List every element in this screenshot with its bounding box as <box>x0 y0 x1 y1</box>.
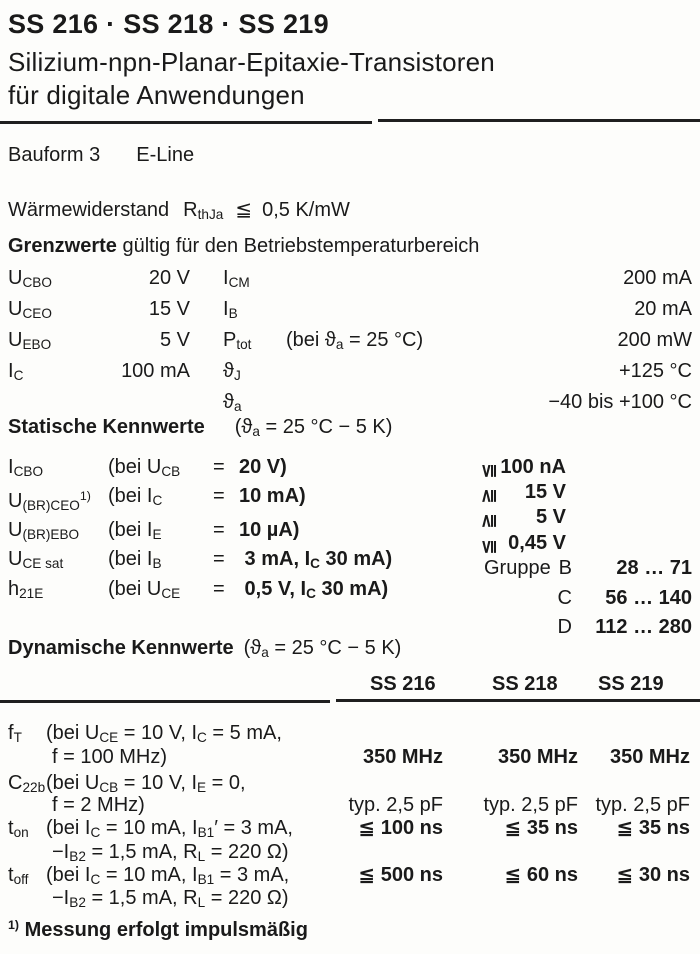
limits-heading-bold: Grenzwerte <box>8 235 117 257</box>
limit-symbol: $U_{CBO}$ <box>8 267 52 290</box>
static-value-line <box>478 531 566 556</box>
spacer <box>190 358 223 389</box>
limit-condition <box>286 358 464 389</box>
dynamic-heading-bold: Dynamische Kennwerte <box>8 637 234 659</box>
group-label <box>484 615 546 645</box>
dynamic-values-row <box>338 793 690 818</box>
value-ss218: typ. 2,5 pF <box>483 794 578 816</box>
thermal-value: 0,5 K/mW <box>262 199 350 221</box>
page-title: SS 216 · SS 218 · SS 219 <box>8 9 329 39</box>
group-letter: D <box>557 616 572 638</box>
rotated-greater-equal-icon: ≧ <box>478 513 500 530</box>
value-ss216: 350 MHz <box>362 746 443 768</box>
dynamic-symbol: $t_{off}$ <box>8 864 29 887</box>
thermal-label: Wärmewiderstand <box>8 199 170 221</box>
column-header-ss216: SS 216 <box>370 673 436 695</box>
dynamic-condition: (bei $I_C = 10$ mA, $I_{B1}' = 3$ mA, <box>46 817 293 840</box>
limit-value: 20 mA <box>634 297 692 320</box>
static-value-line <box>478 505 566 530</box>
dynamic-table <box>0 721 700 921</box>
limit-value: 100 mA <box>121 359 190 382</box>
limit-symbol: $I_C$ <box>8 359 24 383</box>
limit-value: 20 V <box>148 267 190 289</box>
dynamic-condition: (bei $U_{CB} = 10$ V, $I_E = 0$, <box>46 772 246 795</box>
dynamic-row-continuation <box>52 793 145 818</box>
static-condition: (bei $I_B$ <box>108 548 162 572</box>
column-header-ss219: SS 219 <box>598 673 664 695</box>
limits-table <box>8 265 692 420</box>
static-condition-value: 0,5 V, $I_C$ 30 mA) <box>239 577 389 601</box>
static-condition-value: 10 mA) <box>239 485 306 508</box>
page-subtitle <box>8 46 495 112</box>
equals-sign: = <box>213 456 225 478</box>
value-ss216: ≦ 500 ns <box>358 864 443 886</box>
spacer <box>190 327 223 358</box>
limit-symbol: $P_{tot}$ <box>223 328 252 352</box>
static-symbol: $U_{CE sat}$ <box>8 548 64 572</box>
static-heading-bold: Statische Kennwerte <box>8 416 205 438</box>
limit-value: 200 mA <box>623 267 692 289</box>
group-letter: B <box>558 557 572 579</box>
static-limit-values <box>478 455 566 556</box>
limit-value: 200 mW <box>617 328 692 351</box>
footnote: $^{1)}$ Messung erfolgt impulsmäßig <box>8 918 308 941</box>
static-condition: (bei $I_C$ <box>108 485 163 509</box>
thermal-symbol: $R_{thJa}$ <box>183 199 224 222</box>
limits-heading <box>8 234 479 259</box>
dynamic-row <box>8 816 293 842</box>
equals-sign: = <box>213 519 225 542</box>
group-row <box>484 615 692 645</box>
static-value-line <box>478 480 566 505</box>
value-ss216: typ. 2,5 pF <box>348 794 443 816</box>
value-ss219: ≦ 30 ns <box>616 864 690 886</box>
value-ss218: ≦ 60 ns <box>504 864 578 886</box>
static-heading <box>8 415 392 441</box>
subtitle-line-1: Silizium-npn-Planar-Epitaxie-Transistoren <box>8 47 495 77</box>
dynamic-values-row <box>338 863 690 888</box>
divider-mid-right <box>336 699 700 702</box>
rotated-less-equal-icon: ≦ <box>478 538 500 555</box>
divider-mid-left <box>0 700 330 703</box>
gain-groups <box>484 556 692 645</box>
bauform-value: E-Line <box>136 144 195 166</box>
equals-sign: = <box>213 548 225 571</box>
static-value: 15 V <box>524 481 566 504</box>
group-range: 28 … 71 <box>616 557 692 579</box>
dynamic-row <box>8 721 282 747</box>
static-condition: (bei $U_{CE}$ <box>108 577 181 601</box>
static-table <box>8 455 448 606</box>
dynamic-values-row <box>338 816 690 841</box>
static-value: 0,45 V <box>508 531 566 554</box>
rotated-less-equal-icon: ≦ <box>478 462 500 479</box>
group-range: 56 … 140 <box>605 586 692 609</box>
divider-top-left <box>0 121 372 124</box>
limits-heading-rest: gültig für den Betriebstemperaturbereich <box>116 235 480 257</box>
limit-symbol: $U_{CEO}$ <box>8 297 52 321</box>
limit-condition <box>286 265 464 296</box>
value-ss218: 350 MHz <box>497 746 578 768</box>
dynamic-row-continuation <box>52 886 289 912</box>
equals-sign: = <box>213 577 225 600</box>
dynamic-symbol: $C_{22b}$ <box>8 772 46 795</box>
column-header-ss218: SS 218 <box>492 673 558 695</box>
value-ss219: typ. 2,5 pF <box>595 794 690 816</box>
dynamic-symbol: $f_T$ <box>8 722 22 745</box>
group-label <box>484 586 546 616</box>
limit-symbol: $I_{CM}$ <box>223 267 250 290</box>
static-symbol: $I_{CBO}$ <box>8 456 44 479</box>
dynamic-symbol: $t_{on}$ <box>8 817 29 840</box>
limit-condition: (bei $ϑ_a = 25$ °C) <box>286 328 424 352</box>
static-condition-value: 20 V) <box>239 456 287 478</box>
subtitle-line-2: für digitale Anwendungen <box>8 80 305 110</box>
static-condition: (bei $I_E$ <box>108 519 162 543</box>
value-ss219: ≦ 35 ns <box>616 817 690 839</box>
static-symbol: $U_{(BR)EBO}$ <box>8 519 80 543</box>
dynamic-condition: f = 100 MHz) <box>52 746 168 768</box>
less-equal-sign: ≦ <box>235 199 253 221</box>
static-value-line <box>478 455 566 480</box>
dynamic-heading <box>8 636 401 662</box>
thermal-resistance-line <box>8 198 350 224</box>
static-value: 100 nA <box>500 456 566 478</box>
static-symbol: $h_{21E}$ <box>8 577 44 601</box>
group-label: Gruppe <box>484 557 551 579</box>
static-symbol: $U_{(BR)CEO}^{1)}$ <box>8 489 91 513</box>
limit-symbol: $U_{EBO}$ <box>8 328 52 352</box>
spacer <box>190 265 223 296</box>
dynamic-condition: (bei $I_C = 10$ mA, $I_{B1} = 3$ mA, <box>46 864 290 887</box>
dynamic-heading-condition: ($ϑ_a = 25$ °C − 5 K) <box>243 637 402 660</box>
divider-top-right <box>378 119 700 122</box>
rotated-greater-equal-icon: ≧ <box>478 488 500 505</box>
bauform-label: Bauform 3 <box>8 144 101 166</box>
group-range: 112 … 280 <box>595 616 692 638</box>
dynamic-row-continuation <box>52 745 167 770</box>
bauform-line <box>8 143 194 168</box>
dynamic-values-row <box>338 745 690 770</box>
group-letter: C <box>557 586 572 609</box>
value-ss216: ≦ 100 ns <box>358 817 443 839</box>
limit-symbol: $ϑ_J$ <box>223 359 241 383</box>
dynamic-condition: f = 2 MHz) <box>52 794 145 816</box>
limit-value: 15 V <box>148 297 190 320</box>
value-ss218: ≦ 35 ns <box>504 817 578 839</box>
dynamic-condition: (bei $U_{CE} = 10$ V, $I_C = 5$ mA, <box>46 722 282 745</box>
static-condition: (bei $U_{CB}$ <box>108 456 181 479</box>
static-condition-value: 3 mA, $I_C$ 30 mA) <box>239 548 393 572</box>
group-row <box>484 556 692 586</box>
limit-value: −40 bis +100 °C <box>548 390 692 413</box>
static-heading-condition: ($ϑ_a = 25$ °C − 5 K) <box>234 416 393 439</box>
group-row <box>484 586 692 616</box>
value-ss219: 350 MHz <box>609 746 690 768</box>
dynamic-condition: $-I_{B2} = 1,5$ mA, $R_L = 220$ Ω) <box>52 887 289 910</box>
limit-symbol: $I_B$ <box>223 297 238 321</box>
limit-condition <box>286 296 464 327</box>
limit-value: +125 °C <box>618 359 692 382</box>
dynamic-condition: $-I_{B2} = 1,5$ mA, $R_L = 220$ Ω) <box>52 841 289 864</box>
equals-sign: = <box>213 485 225 508</box>
limit-symbol: $ϑ_a$ <box>223 390 242 414</box>
spacer <box>190 296 223 327</box>
static-condition-value: 10 µA) <box>239 519 300 542</box>
limit-value: 5 V <box>159 328 190 351</box>
static-value: 5 V <box>535 506 566 529</box>
